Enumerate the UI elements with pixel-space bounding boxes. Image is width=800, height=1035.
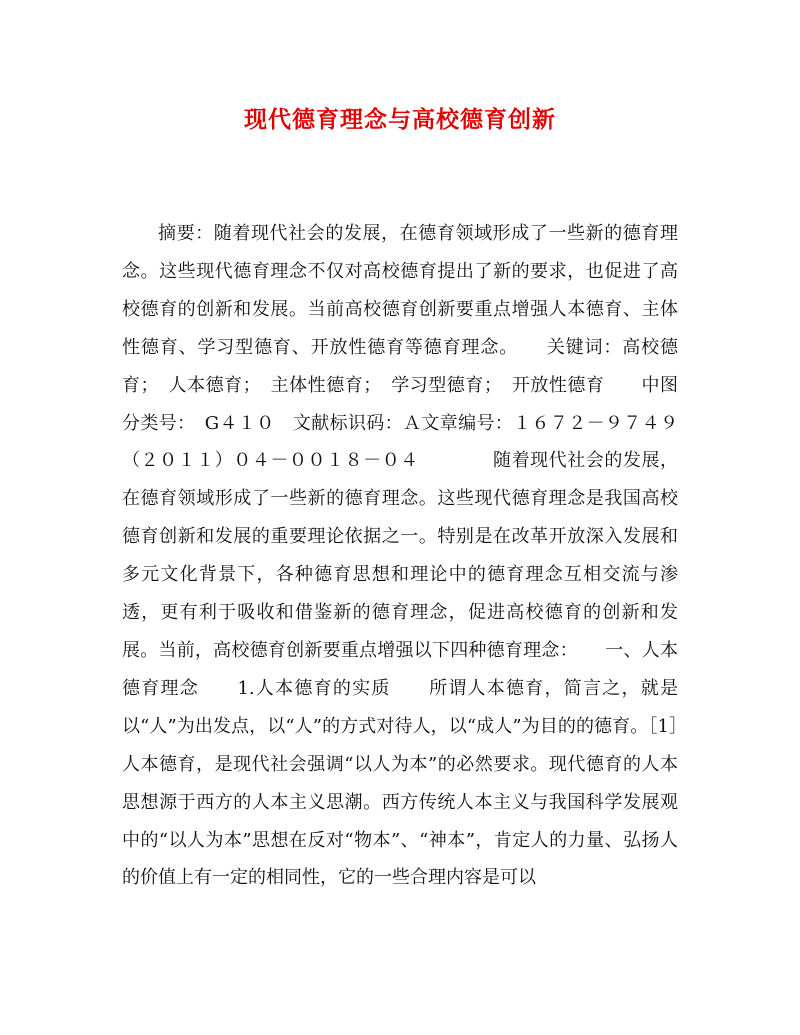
document-title: 现代德育理念与高校德育创新	[244, 106, 556, 133]
body-paragraph: 摘要：随着现代社会的发展，在德育领域形成了一些新的德育理念。这些现代德育理念不仅对高校德育提出了新的要求，也促进了高校德育的创新和发展。当前高校德育创新要重点增强人本德育、主体性德育、学习型德育、开放性德育等德育理念。 关键词：高校德育； 人本德育； 主体性德育； 学习型德育； 开放性德育 中图分类号： G４１０ 文献标识码：Ａ文章编号：１６７２－９７４９（２０１１）０４－００１８－０４ 随着现代社会的发展，在德育领域形成了一些新的德育理念。这些现代德育理念是我国高校德育创新和发展的重要理论依据之一。特别是在改革开放深入发展和多元文化背景下，各种德育思想和理论中的德育理念互相交流与渗透，更有利于吸收和借鉴新的德育理念，促进高校德育的创新和发展。当前，高校德育创新要重点增强以下四种德育理念： 一、人本德育理念 1.人本德育的实质 所谓人本德育，简言之，就是以“人”为出发点，以“人”的方式对待人，以“成人”为目的的德育。［1］人本德育，是现代社会强调“以人为本”的必然要求。现代德育的人本思想源于西方的人本主义思潮。西方传统人本主义与我国科学发展观中的“以人为本”思想在反对“物本”、“神本”，肯定人的力量、弘扬人的价值上有一定的相同性，它的一些合理内容是可以	[122, 223, 678, 889]
